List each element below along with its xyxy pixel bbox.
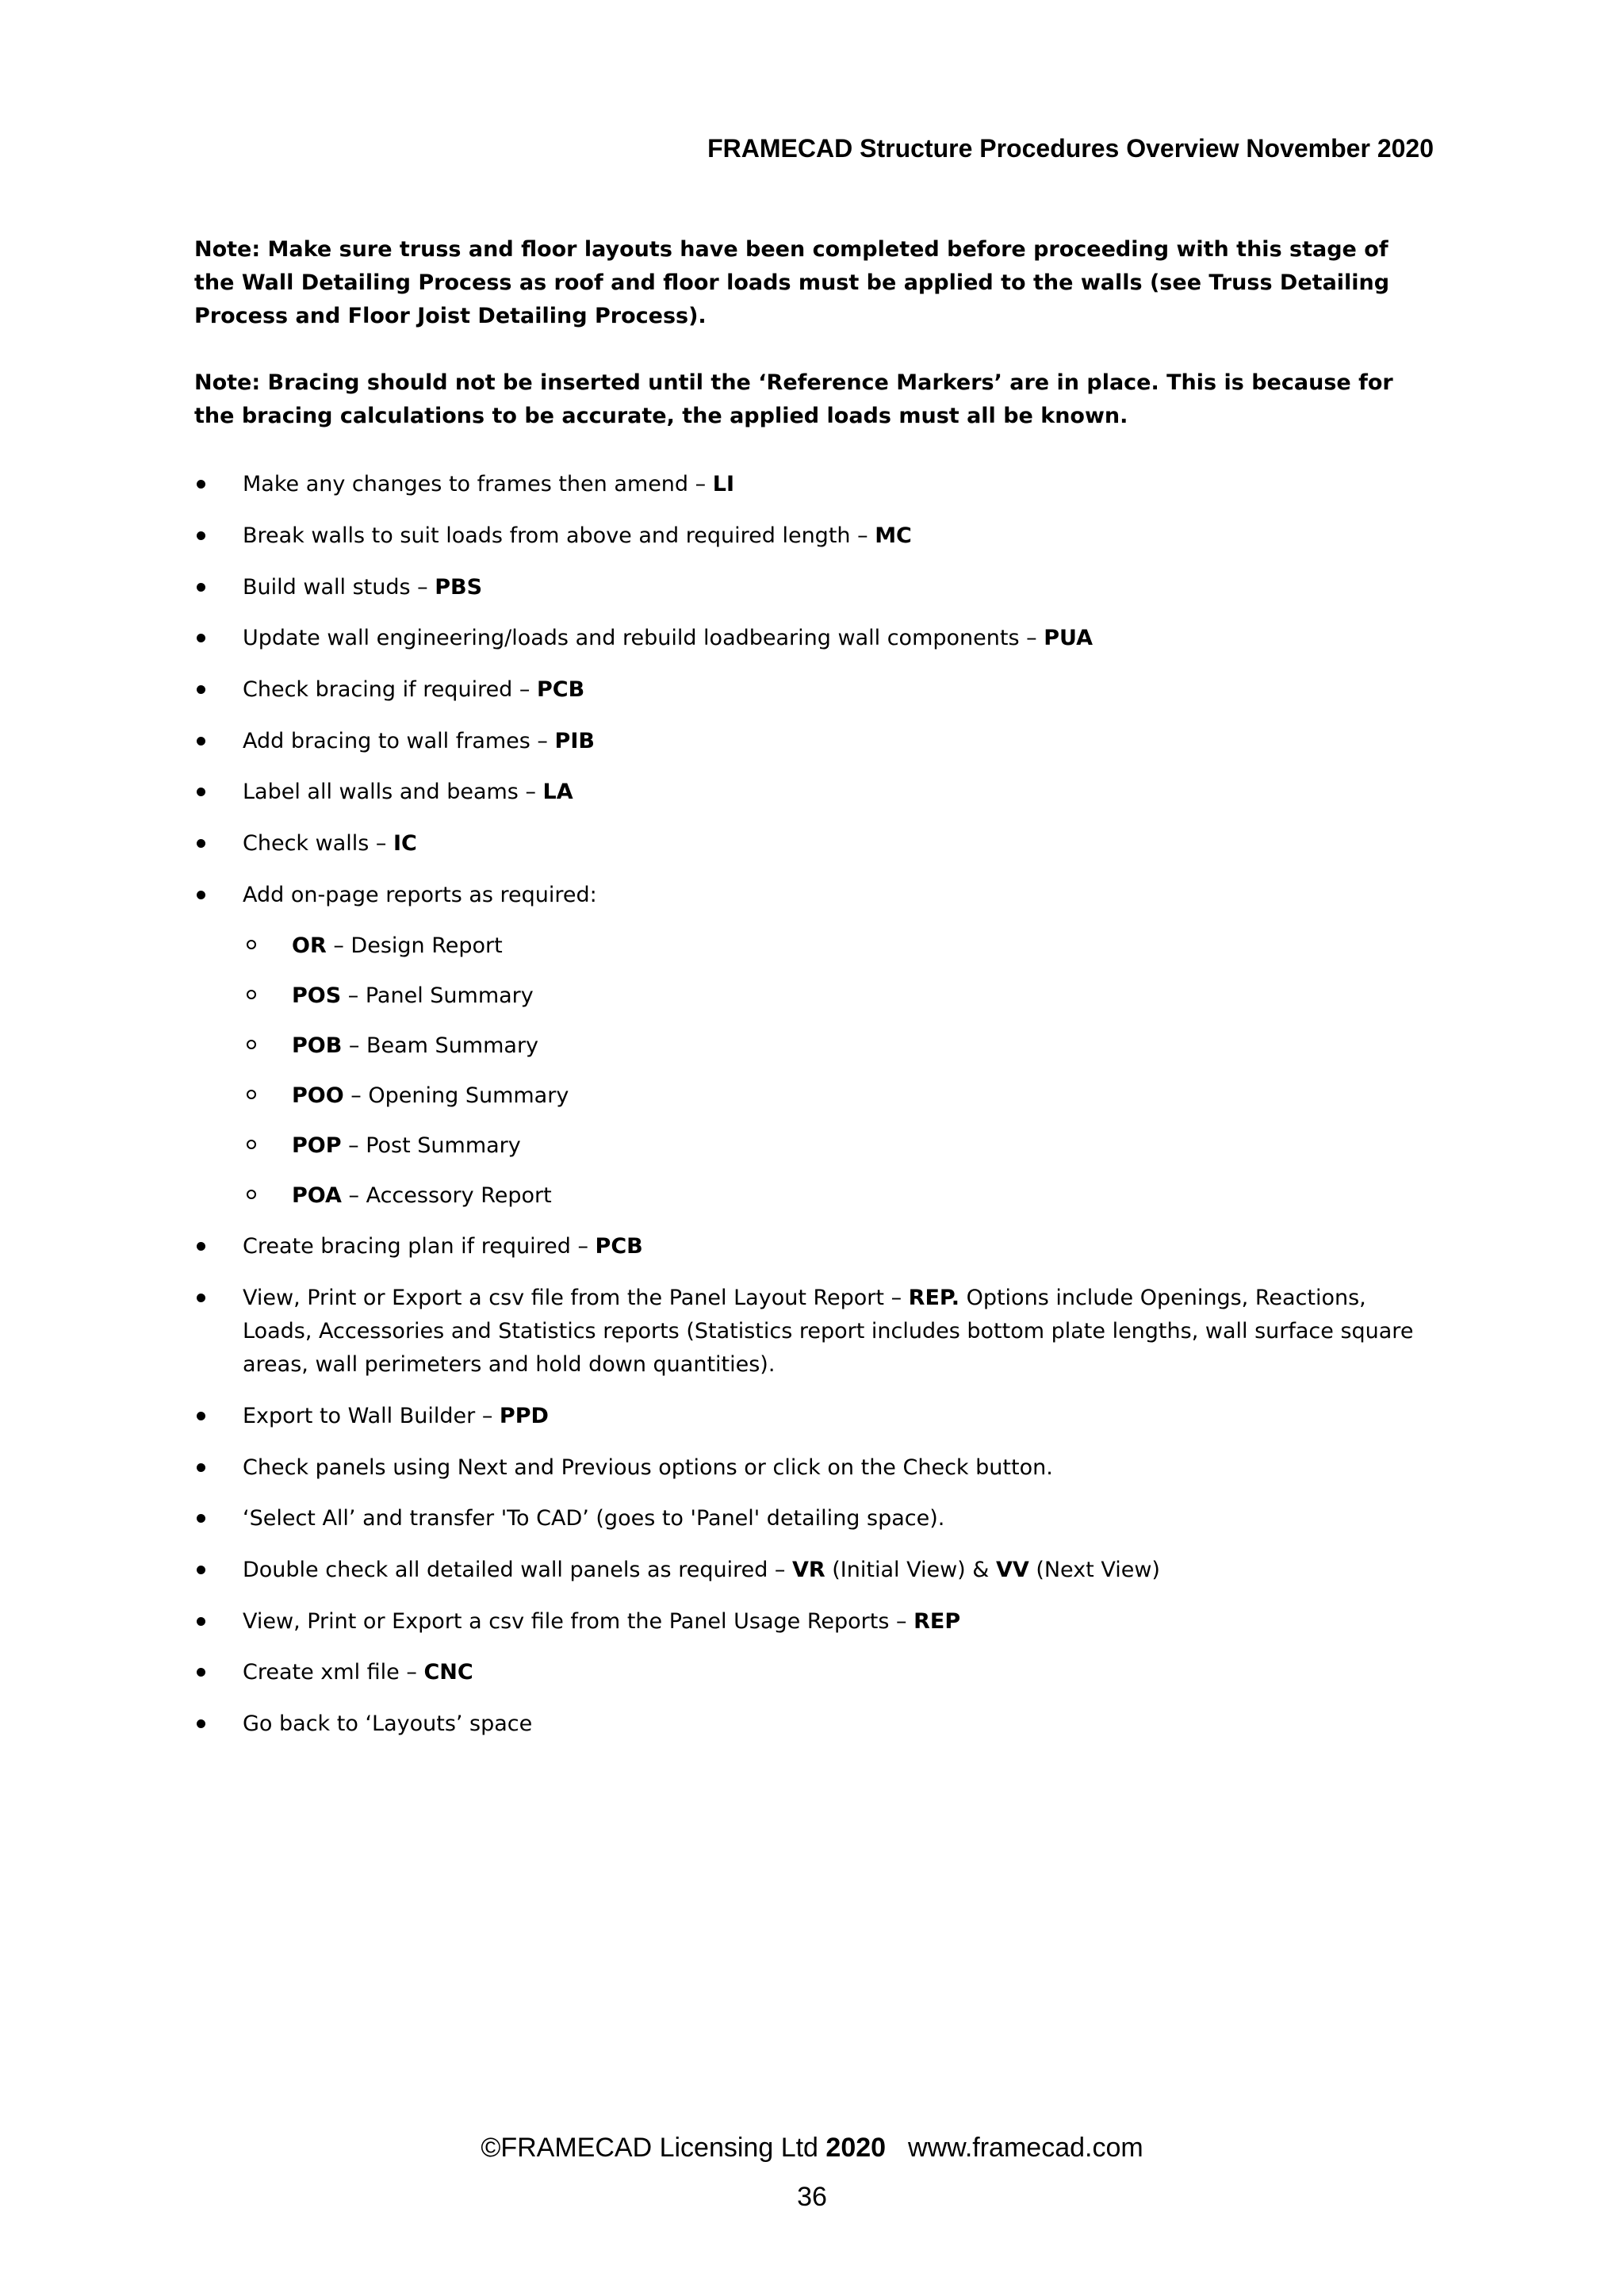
command-code: LI (712, 472, 734, 496)
bullet-icon (197, 788, 205, 796)
note-loads: Note: Make sure truss and floor layouts have been completed before proceeding with this stage of the Wall Detailing Process as roof and floor loads must be applied to the walls (see Truss Detailing Process and Floor Joist Detailing Process). (194, 237, 1390, 328)
command-code: CNC (423, 1660, 473, 1685)
bullet-icon (197, 531, 205, 540)
bullet-icon (197, 634, 205, 642)
command-code: VV (995, 1558, 1029, 1582)
bullet-icon (197, 1412, 205, 1420)
bullet-icon (197, 1514, 205, 1523)
list-item: Export to Wall Builder – PPD (243, 1400, 1432, 1433)
list-item: Build wall studs – PBS (243, 571, 1432, 604)
sub-list-item: OR – Design Report (292, 930, 1481, 963)
bullet-icon (197, 891, 205, 899)
command-code: REP. (908, 1286, 959, 1310)
bullet-icon (197, 1617, 205, 1626)
command-code: PIB (554, 729, 595, 753)
bullet-icon (197, 1566, 205, 1574)
list-item: Add bracing to wall frames – PIB (243, 725, 1432, 758)
command-code: PUA (1044, 626, 1093, 650)
page-footer (0, 2132, 1624, 2164)
list-item: Create xml file – CNC (243, 1656, 1432, 1689)
sub-list-item: POP – Post Summary (292, 1129, 1481, 1163)
bullet-icon (197, 1463, 205, 1472)
list-item: ‘Select All’ and transfer 'To CAD’ (goes to 'Panel' detailing space). (243, 1502, 1432, 1535)
list-item: Update wall engineering/loads and rebuild loadbearing wall components – PUA (243, 622, 1432, 655)
circle-bullet-icon (247, 1040, 256, 1049)
command-code: OR (292, 933, 327, 958)
command-code: PBS (435, 575, 483, 600)
list-item: Check panels using Next and Previous options or click on the Check button. (243, 1451, 1432, 1485)
circle-bullet-icon (247, 940, 256, 949)
circle-bullet-icon (247, 990, 256, 999)
circle-bullet-icon (247, 1190, 256, 1199)
bullet-icon (197, 1719, 205, 1728)
list-item: Check walls – IC (243, 827, 1432, 861)
command-code: POB (292, 1033, 343, 1058)
command-code: PCB (537, 677, 585, 702)
list-item: View, Print or Export a csv file from the Panel Usage Reports – REP (243, 1605, 1432, 1639)
bullet-icon (197, 1294, 205, 1302)
sub-list-item: POS – Panel Summary (292, 979, 1481, 1013)
page-header-title: FRAMECAD Structure Procedures Overview November 2020 (707, 134, 1434, 163)
list-item: Double check all detailed wall panels as required – VR (Initial View) & VV (Next View) (243, 1554, 1432, 1587)
list-item: Check bracing if required – PCB (243, 673, 1432, 707)
bullet-icon (197, 1242, 205, 1251)
list-item: Add on-page reports as required: (243, 879, 1432, 912)
list-item: View, Print or Export a csv file from the Panel Layout Report – REP. Options include Openings, Reactions, Loads, Accessories and Statistics reports (Statistics report includes bottom plate lengths, wall surface square areas, wall perimeters and hold down quantities). (243, 1282, 1432, 1382)
bullet-icon (197, 685, 205, 694)
sub-list-item: POA – Accessory Report (292, 1179, 1481, 1213)
command-code: POP (292, 1133, 342, 1158)
bullet-icon (197, 480, 205, 489)
command-code: VR (792, 1558, 825, 1582)
page-number: 36 (797, 2182, 827, 2212)
list-item: Create bracing plan if required – PCB (243, 1230, 1432, 1263)
list-item: Make any changes to frames then amend – LI (243, 468, 1432, 501)
list-item: Label all walls and beams – LA (243, 776, 1432, 809)
circle-bullet-icon (247, 1140, 256, 1149)
command-code: POA (292, 1183, 342, 1208)
sub-list-item: POB – Beam Summary (292, 1029, 1481, 1063)
command-code: IC (393, 831, 417, 856)
copyright-text: ©FRAMECAD Licensing Ltd (481, 2133, 826, 2163)
website-link[interactable]: www.framecad.com (908, 2133, 1143, 2163)
bullet-icon (197, 1668, 205, 1677)
command-code: MC (875, 523, 912, 548)
command-code: POS (292, 983, 342, 1008)
sub-list-item: POO – Opening Summary (292, 1079, 1481, 1113)
list-item: Go back to ‘Layouts’ space (243, 1708, 1432, 1741)
bullet-icon (197, 583, 205, 592)
command-code: REP (914, 1609, 961, 1634)
note-bracing: Note: Bracing should not be inserted until the ‘Reference Markers’ are in place. This is because for the bracing calculations to be accurate, the applied loads must all be known. (194, 370, 1393, 428)
copyright-year: 2020 (825, 2133, 887, 2163)
list-item: Break walls to suit loads from above and required length – MC (243, 519, 1432, 553)
command-code: PCB (595, 1234, 643, 1259)
bullet-icon (197, 839, 205, 848)
command-code: LA (542, 780, 573, 804)
command-code: PPD (499, 1404, 549, 1428)
bullet-icon (197, 737, 205, 746)
command-code: POO (292, 1083, 344, 1108)
circle-bullet-icon (247, 1090, 256, 1099)
